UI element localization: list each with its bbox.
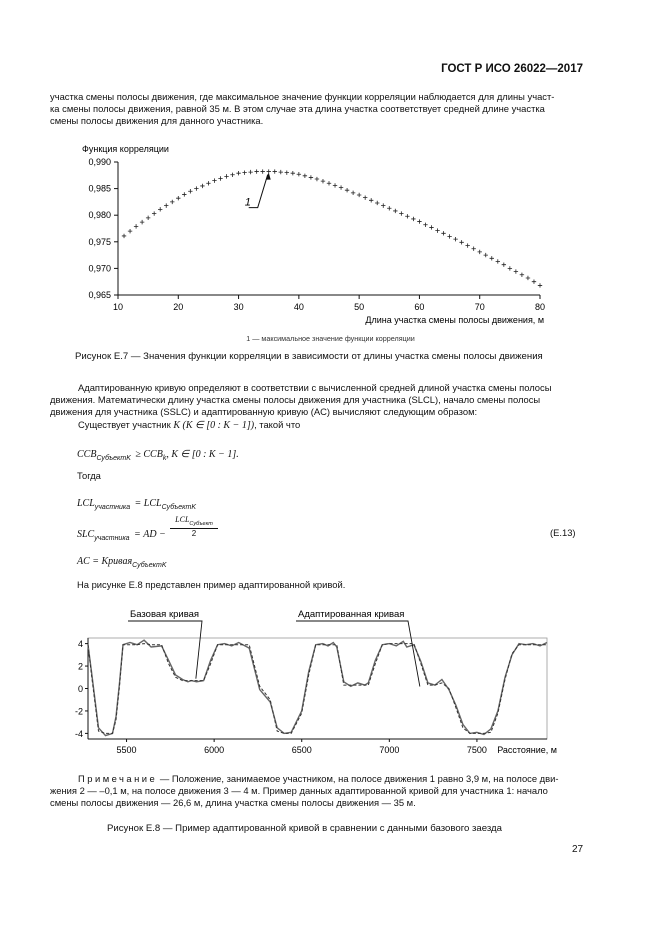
base-curve-label: Базовая кривая xyxy=(130,609,200,620)
data-point xyxy=(339,185,343,189)
y-tick-label: 0 xyxy=(77,684,83,694)
formula-text: CCB xyxy=(77,449,97,460)
y-tick-label: 0,970 xyxy=(88,263,111,274)
intro-line: участка смены полосы движения, где максимальное значение функции корреляции наблюдается для длины участ- xyxy=(50,91,555,102)
formula-text: , K ∈ [0 : K − 1]. xyxy=(166,449,239,460)
formula-lcl xyxy=(77,493,196,511)
data-point xyxy=(471,247,475,251)
data-point xyxy=(351,191,355,195)
x-tick-label: 7500 xyxy=(466,745,487,755)
formula-text: SLC xyxy=(77,529,95,540)
data-point xyxy=(363,195,367,199)
formula-sub: СубъектK xyxy=(132,562,167,569)
data-point xyxy=(429,225,433,229)
formula-fraction xyxy=(170,515,218,538)
x-tick-label: 10 xyxy=(112,302,124,312)
exists-line xyxy=(50,419,590,432)
data-point xyxy=(441,231,445,235)
formula-ccb xyxy=(77,444,239,462)
correlation-chart xyxy=(50,140,590,325)
data-point xyxy=(484,253,488,257)
formula-sub: участника xyxy=(94,504,131,511)
x-axis-title: Расстояние, м xyxy=(497,745,557,755)
figure-e8-note xyxy=(50,773,590,810)
formula-text: ≥ CCB xyxy=(135,449,163,460)
y-tick-label: 0,980 xyxy=(88,210,111,221)
data-point xyxy=(218,176,222,180)
series-line-adapted xyxy=(88,644,547,734)
data-point xyxy=(345,188,349,192)
y-tick-label: 0,985 xyxy=(88,183,111,194)
data-point xyxy=(387,206,391,210)
data-point xyxy=(212,178,216,182)
note-text: — Положение, занимаемое участником, на полосе движения 1 равно 3,9 м, на полосе дви- xyxy=(159,773,559,784)
plot-frame xyxy=(88,638,547,739)
data-point xyxy=(164,203,168,207)
figure-e8-intro: На рисунке Е.8 представлен пример адаптированной кривой. xyxy=(77,579,346,590)
data-point xyxy=(285,170,289,174)
x-tick-label: 6500 xyxy=(291,745,312,755)
x-tick-label: 20 xyxy=(173,302,184,312)
body-paragraph xyxy=(50,382,590,432)
data-point xyxy=(496,259,500,263)
data-point xyxy=(170,200,174,204)
data-point xyxy=(502,262,506,266)
data-point xyxy=(520,273,524,277)
y-tick-label: 0,965 xyxy=(88,290,111,300)
intro-paragraph xyxy=(50,91,590,128)
y-axis-title: Функция корреляции xyxy=(82,144,169,154)
data-point xyxy=(122,234,126,238)
data-point xyxy=(188,189,192,193)
formula-sub: СубъектK xyxy=(161,504,197,511)
fraction-numerator-sub: Субъект xyxy=(189,521,213,527)
page-number: 27 xyxy=(572,844,584,855)
note-title: Примечание xyxy=(78,773,158,784)
formula-slc xyxy=(77,524,166,542)
intro-line: ка смены полосы движения, равной 35 м. В этом случае эта длина участка соответствует средней длине участка xyxy=(50,103,545,115)
data-point xyxy=(291,171,295,175)
data-point xyxy=(315,177,319,181)
note-line xyxy=(50,773,590,785)
fraction-numerator: LCL xyxy=(175,515,190,524)
data-point xyxy=(435,228,439,232)
then-label: Тогда xyxy=(77,470,101,481)
formula-text: AC = Кривая xyxy=(77,556,133,567)
data-point xyxy=(423,223,427,227)
x-tick-label: 60 xyxy=(414,302,425,312)
y-tick-label: -4 xyxy=(74,728,83,739)
document-header: ГОСТ Р ИСО 26022—2017 xyxy=(441,63,583,75)
body-line: движения для участника (SSLC) и адаптированную кривую (AC) вычисляют следующим образом: xyxy=(50,406,478,418)
y-tick-label: 0,975 xyxy=(88,236,111,247)
figure-e7-legend: 1 — максимальное значение функции корреляции xyxy=(246,334,415,343)
data-point xyxy=(333,183,337,187)
data-point xyxy=(453,237,457,241)
x-tick-label: 5500 xyxy=(116,745,137,755)
y-tick-label: 0,990 xyxy=(88,157,111,167)
data-point xyxy=(417,219,421,223)
data-point xyxy=(538,283,542,287)
data-point xyxy=(260,169,264,173)
data-point xyxy=(158,207,162,211)
data-point xyxy=(514,269,518,273)
adapted-curve-label: Адаптированная кривая xyxy=(298,609,405,620)
formula-sub: k xyxy=(162,455,167,462)
data-point xyxy=(254,169,258,173)
formula-sub: СубъектK xyxy=(96,455,131,462)
data-point xyxy=(134,224,138,228)
x-axis-title: Длина участка смены полосы движения, м xyxy=(365,315,544,325)
x-tick-label: 30 xyxy=(233,302,244,312)
data-point xyxy=(375,201,379,205)
data-point xyxy=(128,229,132,233)
data-point xyxy=(182,192,186,196)
data-point xyxy=(321,179,325,183)
x-tick-label: 70 xyxy=(474,302,485,312)
data-point xyxy=(459,240,463,244)
x-tick-label: 40 xyxy=(293,302,304,312)
x-tick-label: 6000 xyxy=(204,745,225,755)
note-line: смены полосы движения — 26,6 м, длина участка смены полосы движения — 35 м. xyxy=(50,797,416,809)
formula-k-range: K (K ∈ [0 : K − 1]) xyxy=(173,419,255,431)
formula-text: = AD − xyxy=(133,529,166,540)
data-point xyxy=(297,172,301,176)
data-point xyxy=(146,216,150,220)
data-point xyxy=(490,256,494,260)
formula-text: LCL xyxy=(77,498,95,509)
data-point xyxy=(405,214,409,218)
note-line: жения 2 — –0,1 м, на полосе движения 3 — 4 м. Пример данных адаптированной кривой для участника 1: начало xyxy=(50,785,548,797)
data-point xyxy=(532,280,536,284)
data-point xyxy=(242,170,246,174)
data-point xyxy=(206,181,210,185)
data-point xyxy=(399,211,403,215)
exists-text: Существует участник xyxy=(78,418,171,430)
data-point xyxy=(279,170,283,174)
intro-line: смены полосы движения для данного участника. xyxy=(50,115,264,127)
data-point xyxy=(381,203,385,207)
series-line-base xyxy=(88,640,547,735)
y-tick-label: 2 xyxy=(77,661,83,672)
data-point xyxy=(140,220,144,224)
peak-label: 1 xyxy=(244,196,251,209)
equation-number: (Е.13) xyxy=(550,527,576,538)
formula-sub: участника xyxy=(94,535,130,542)
fraction-denominator: 2 xyxy=(191,529,197,538)
exists-tail: , такой что xyxy=(254,418,301,430)
data-point xyxy=(230,173,234,177)
formula-text: = LCL xyxy=(134,498,162,509)
x-tick-label: 80 xyxy=(534,302,546,312)
body-line: движения. Математически длину участка смены полосы движения для участника (SLCL), начало смены полосы xyxy=(50,394,541,406)
figure-e8-caption: Рисунок Е.8 — Пример адаптированной кривой в сравнении с данными базового заезда xyxy=(107,823,502,834)
data-point xyxy=(526,276,530,280)
y-tick-label: 4 xyxy=(77,639,83,650)
data-point xyxy=(248,170,252,174)
data-point xyxy=(478,250,482,254)
data-point xyxy=(236,171,240,175)
x-tick-label: 50 xyxy=(354,302,365,312)
data-point xyxy=(327,181,331,185)
data-point xyxy=(309,175,313,179)
data-point xyxy=(224,174,228,178)
data-point xyxy=(369,198,373,202)
data-point xyxy=(465,243,469,247)
data-point xyxy=(411,217,415,221)
body-line: Адаптированную кривую определяют в соответствии с вычисленной средней длиной участка смены полосы xyxy=(78,382,552,393)
data-point xyxy=(303,174,307,178)
x-tick-label: 7000 xyxy=(379,745,400,755)
peak-arrow-head xyxy=(266,173,271,180)
figure-e7-caption: Рисунок Е.7 — Значения функции корреляции в зависимости от длины участка смены полосы движения xyxy=(75,351,543,362)
data-point xyxy=(447,234,451,238)
peak-leader-line xyxy=(249,175,268,208)
data-point xyxy=(200,184,204,188)
base-curve-leader xyxy=(128,621,202,679)
data-point xyxy=(176,196,180,200)
data-point xyxy=(393,209,397,213)
data-point xyxy=(152,211,156,215)
data-point xyxy=(273,169,277,173)
adapted-curve-chart xyxy=(50,598,590,766)
formula-ac xyxy=(77,551,167,569)
data-point xyxy=(508,266,512,270)
y-tick-label: -2 xyxy=(74,706,83,717)
data-point xyxy=(357,193,361,197)
data-point xyxy=(194,186,198,190)
adapted-curve-leader xyxy=(296,621,420,687)
